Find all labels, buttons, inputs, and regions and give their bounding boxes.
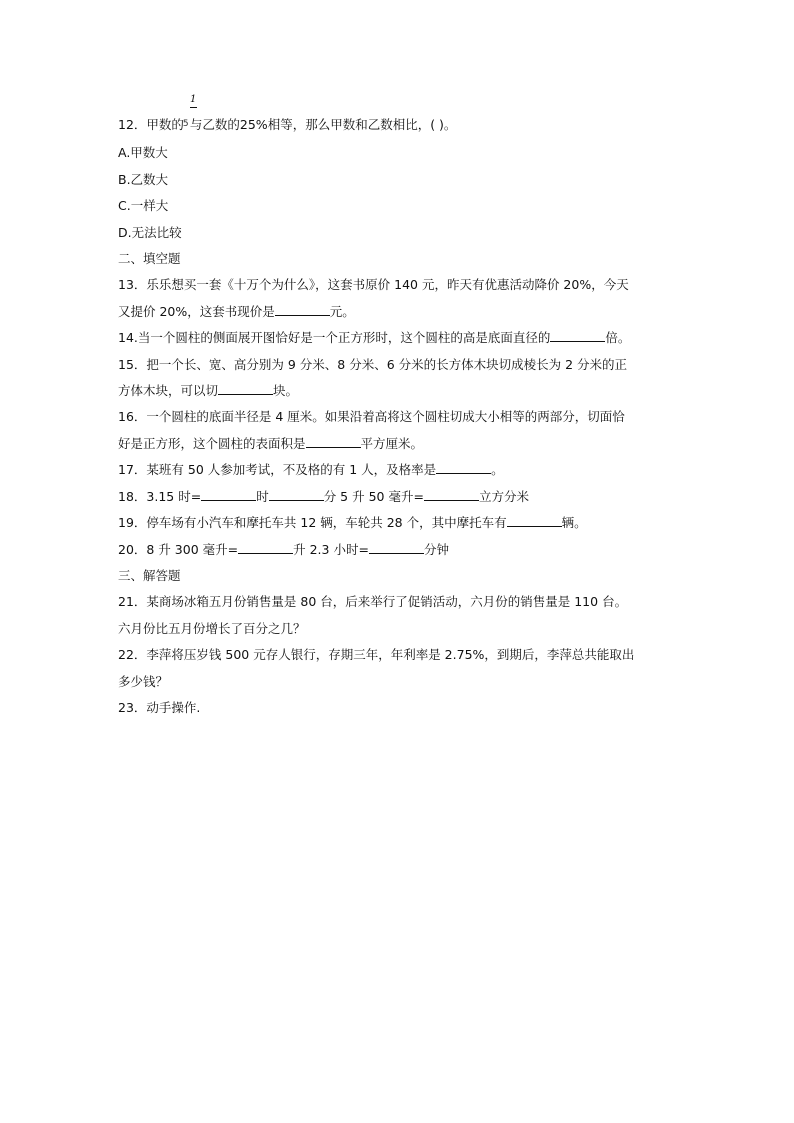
answer-blank[interactable] [424, 488, 479, 501]
question-15-line-2: 方体木块，可以切 块。 [118, 383, 299, 399]
question-19: 19．停车场有小汽车和摩托车共 12 辆，车轮共 28 个，其中摩托车有 辆。 [118, 515, 587, 531]
question-14: 14.当一个圆柱的侧面展开图恰好是一个正方形时，这个圆柱的高是底面直径的 倍。 [118, 330, 631, 346]
question-21-line-1: 21．某商场冰箱五月份销售量是 80 台，后来举行了促销活动，六月份的销售量是 110 台。 [118, 594, 628, 610]
answer-blank[interactable] [306, 435, 361, 448]
question-20: 20．8 升 300 毫升= 升 2.3 小时= 分钟 [118, 541, 449, 557]
section-heading-solve: 三、解答题 [118, 567, 181, 583]
question-21-line-2: 六月份比五月份增长了百分之几？ [118, 620, 306, 636]
answer-blank[interactable] [436, 461, 491, 474]
question-13-line-2: 又提价 20%，这套书现价是 元。 [118, 303, 355, 319]
question-12 [118, 94, 688, 140]
question-13-line-1: 13．乐乐想买一套《十万个为什么》，这套书原价 140 元，昨天有优惠活动降价 20%，今天 [118, 277, 629, 293]
option-b: B.乙数大 [118, 171, 169, 187]
question-17: 17．某班有 50 人参加考试，不及格的有 1 人，及格率是 。 [118, 462, 504, 478]
question-23: 23．动手操作. [118, 699, 201, 715]
answer-blank[interactable] [269, 488, 324, 501]
question-22-line-2: 多少钱？ [118, 673, 169, 689]
question-22-line-1: 22．李萍将压岁钱 500 元存人银行，存期三年，年利率是 2.75%，到期后，李萍总共能取出 [118, 647, 635, 663]
answer-blank[interactable] [550, 329, 605, 342]
answer-blank[interactable] [507, 514, 562, 527]
fraction-numerator: 1 [190, 94, 197, 108]
fraction-denominator [184, 112, 190, 140]
question-18: 18．3.15 时= 时 分 5 升 50 毫升= 立方分米 [118, 488, 529, 504]
question-15-line-1: 15．把一个长、宽、高分别为 9 分米、8 分米、6 分米的长方体木块切成棱长为 2 分米的正 [118, 356, 628, 372]
worksheet [118, 96, 688, 721]
question-12-text-start: 12．甲数的 [118, 117, 184, 132]
section-heading-fill-in: 二、填空题 [118, 251, 181, 267]
question-16-line-2: 好是正方形，这个圆柱的表面积是 平方厘米。 [118, 435, 424, 451]
answer-blank[interactable] [218, 382, 273, 395]
option-a: A.甲数大 [118, 145, 168, 161]
question-12-text-end: 与乙数的25%相等，那么甲数和乙数相比，( )。 [189, 117, 457, 132]
answer-blank[interactable] [201, 488, 256, 501]
answer-blank[interactable] [275, 303, 330, 316]
answer-blank[interactable] [369, 541, 424, 554]
option-c: C.一样大 [118, 198, 169, 214]
option-d: D.无法比较 [118, 224, 182, 240]
answer-blank[interactable] [238, 541, 293, 554]
question-16-line-1: 16．一个圆柱的底面半径是 4 厘米。如果沿着高将这个圆柱切成大小相等的两部分，切面恰 [118, 409, 625, 425]
